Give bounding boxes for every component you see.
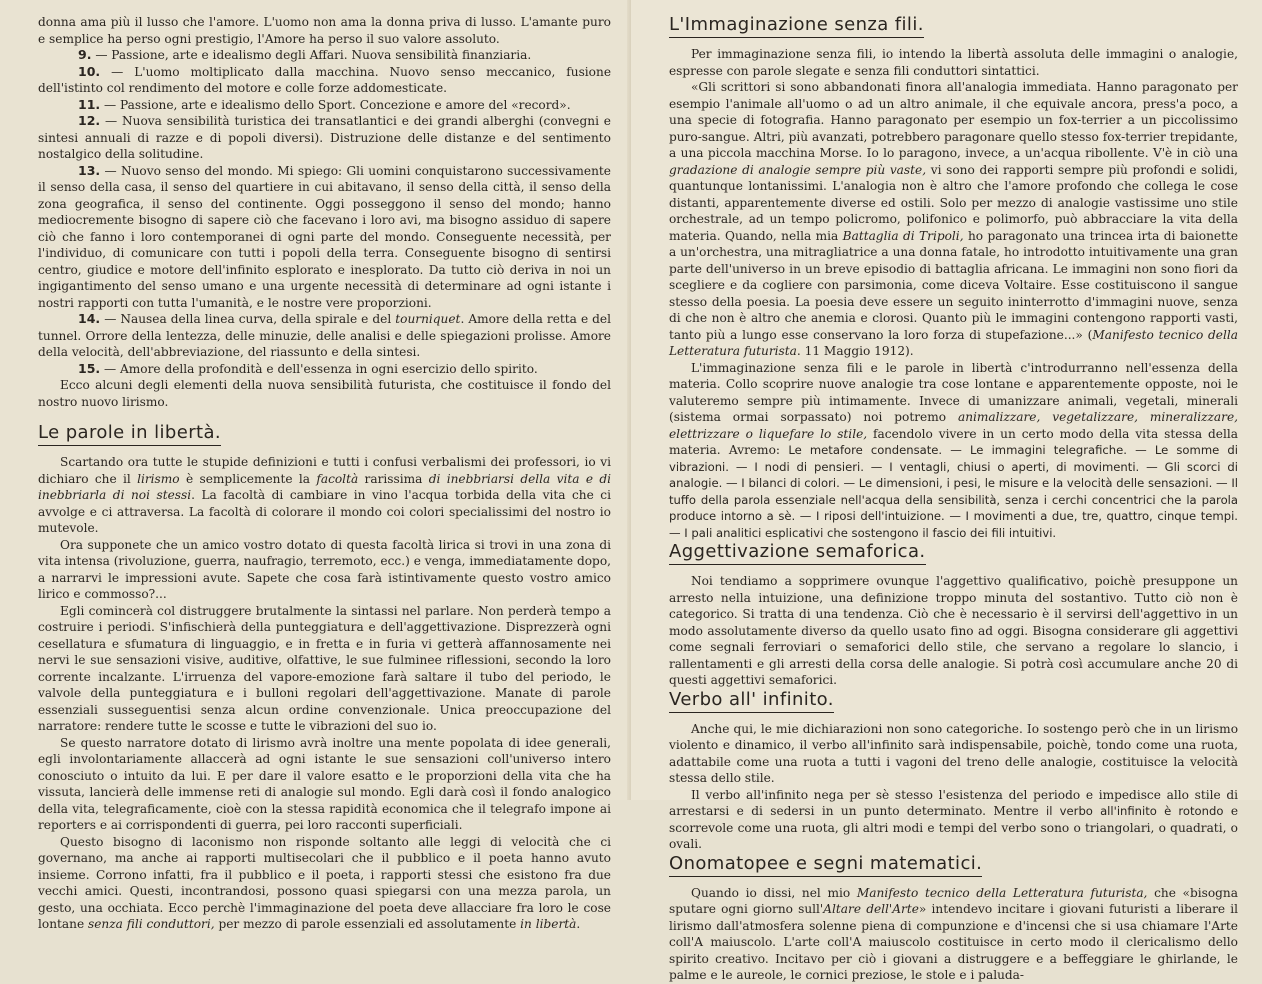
section-heading: Onomatopee e segni matematici. (669, 853, 982, 877)
paragraph: Anche qui, le mie dichiarazioni non sono categoriche. Io sostengo però che in un lirismo violento e dinamico, il verbo all'infinito sarà indispensabile, poichè, tondo come una ruota, adattabile come una ruota a tutti i vagoni del treno delle analogie, costituisce la velocità stessa dello stile. (669, 721, 1238, 785)
paragraph: donna ama più il lusso che l'amore. L'uomo non ama la donna priva di lusso. L'amante puro e semplice ha perso ogni prestigio, l'Amore ha perso il suo valore assoluto. (38, 15, 611, 46)
right-page (631, 0, 1262, 982)
paragraph: Se questo narratore dotato di lirismo avrà inoltre una mente popolata di idee generali, egli involontariamente allaccerà ad ogni istante le sue sensazioni coll'universo intero conosciuto o intuito da lui. E per dare il valore esatto e le proporzioni della vita che ha vissuta, lancierà delle immense reti di analogie sul mondo. Egli darà così il fondo analogico della vita, telegraficamente, cioè con la stessa rapidità economica che il telegrafo impone ai reporters e ai corrispondenti di guerra, pei loro racconti superficiali. (38, 735, 611, 832)
paragraph: Scartando ora tutte le stupide definizioni e tutti i confusi verbalismi dei professori, io vi dichiaro che il lirismo è semplicemente la facoltà rarissima di inebbriarsi della vita e di inebbriarla di noi stessi. La facoltà di cambiare in vino l'acqua torbida della vita che ci avvolge e ci attraversa. La facoltà di colorare il mondo coi colori specialissimi del nostro io mutevole. (38, 455, 611, 535)
list-item: 10. — L'uomo moltiplicato dalla macchina. Nuovo senso meccanico, fusione dell'istinto col rendimento del motore e colle forze addomesticate. (38, 63, 612, 95)
left-page (0, 0, 631, 931)
paragraph: Noi tendiamo a sopprimere ovunque l'aggettivo qualificativo, poichè presuppone un arresto nella intuizione, una definizione troppo minuta del sostantivo. Tutto ciò non è categorico. Si tratta di una tendenza. Ciò che è necessario è il servirsi dell'aggettivo in un modo assolutamente diverso da quello usato fino ad oggi. Bisogna considerare gli aggettivi come segnali ferroviari o semaforici dello stile, che servano a regolare lo slancio, i rallentamenti e gli arresti della corsa delle analogie. Si potrà così accumulare anche 20 di questi aggettivi semaforici. (669, 574, 1238, 687)
paragraph: Quando io dissi, nel mio Manifesto tecnico della Letteratura futurista, che «bisogna sputare ogni giorno sull'Altare dell'Arte» intendevo incitare i giovani futuristi a liberare il lirismo dall'atmosfera solenne piena di compunzione e d'incensi che si usa chiamare l'Arte coll'A maiuscolo. L'arte coll'A maiuscolo costituisce in certo modo il clericalismo dello spirito creativo. Incitavo per ciò i giovani a distruggere e a beffeggiare le ghirlande, le palme e le aureole, le cornici preziose, le stole e i paluda- (669, 885, 1238, 982)
list-item: 15. — Amore della profondità e dell'essenza in ogni esercizio dello spirito. (78, 360, 538, 376)
list-item: 11. — Passione, arte e idealismo dello Sport. Concezione e amore del «record». (78, 96, 571, 112)
paragraph: L'immaginazione senza fili e le parole in libertà c'introdurranno nell'essenza della materia. Collo scoprire nuove analogie tra cose lontane e apparentemente opposte, noi le valuteremo sempre più intimamente. Invece di umanizzare animali, vegetali, minerali (sistema ormai sorpassato) noi potremo animalizzare, vegetalizzare, mineralizzare, elettrizzare o liquefare lo stile, facendolo vivere in un certo modo della vita stessa della materia. Avremo: Le metafore condensate. — Le immagini telegrafiche. — Le somme di vibrazioni. — I nodi di pensieri. — I ventagli, chiusi o aperti, di movimenti. — Gli scorci di analogie. — I bilanci di colori. — Le dimensioni, i pesi, le misure e la velocità delle sensazioni. — Il tuffo della parola essenziale nell'acqua della sensibilità, senza i cerchi concentrici che la parola produce intorno a sè. — I riposi dell'intuizione. — I movimenti a due, tre, quattro, cinque tempi. — I pali analitici esplicativi che sostengono il fascio dei fili intuitivi. (669, 360, 1238, 540)
paragraph: Questo bisogno di laconismo non risponde soltanto alle leggi di velocità che ci governano, ma anche ai rapporti multisecolari che il pubblico e il poeta hanno avuto insieme. Corrono infatti, fra il pubblico e il poeta, i rapporti stessi che esistono fra due vecchi amici. Questi, incontrandosi, possono quasi spiegarsi con una mezza parola, un gesto, una occhiata. Ecco perchè l'immaginazione del poeta deve allacciare fra loro le cose lontane senza fili conduttori, per mezzo di parole essenziali ed assolutamente in libertà. (38, 834, 611, 931)
paragraph: «Gli scrittori si sono abbandonati finora all'analogia immediata. Hanno paragonato per esempio l'animale all'uomo o ad un altro animale, il che equivale ancora, press'a poco, a una specie di fotografia. Hanno paragonato per esempio un fox-terrier a un piccolissimo puro-sangue. Altri, più avanzati, potrebbero paragonare quello stesso fox-terrier trepidante, a una piccola macchina Morse. Io lo paragono, invece, a un'acqua ribollente. V'è in ciò una gradazione di analogie sempre più vaste, vi sono dei rapporti sempre più profondi e solidi, quantunque lontanissimi. L'analogia non è altro che l'amore profondo che collega le cose distanti, apparentemente diverse ed ostili. Solo per mezzo di analogie vastissime uno stile orchestrale, ad un tempo policromo, polifonico e polimorfo, può abbracciare la vita della materia. Quando, nella mia Battaglia di Tripoli, ho paragonato una trincea irta di baionette a un'orchestra, una mitragliatrice a una donna fatale, ho introdotto intuitivamente una gran parte dell'universo in un breve episodio di battaglia africana. Le immagini non sono fiori da scegliere e da cogliere con parsimonia, come diceva Voltaire. Esse costituiscono il sangue stesso della poesia. La poesia deve essere un seguito ininterrotto d'immagini nuove, senza di che non è altro che anemia e clorosi. Quanto più le immagini contengono rapporti vasti, tanto più a lungo esse conservano la loro forza di stupefazione...» (Manifesto tecnico della Letteratura futurista. 11 Maggio 1912). (669, 80, 1239, 358)
list-item: 13. — Nuovo senso del mondo. Mi spiego: Gli uomini conquistarono successivamente il senso della casa, il senso del quartiere in cui abitavano, il senso della città, il senso della zona geografica, il senso del continente. Oggi posseggono il senso del mondo; hanno mediocremente bisogno di sapere ciò che facevano i loro avi, ma bisogno assiduo di sapere ciò che fanno i loro contemporanei di ogni parte del mondo. Conseguente necessità, per l'individuo, di comunicare con tutti i popoli della terra. Conseguente bisogno di sentirsi centro, giudice e motore dell'infinito esplorato e inesplorato. Da tutto ciò deriva in noi un ingigantimento del senso umano e una urgente necessità di determinare ad ogni istante i nostri rapporti con tutta l'umanità, e le nostre vere proporzioni. (38, 162, 611, 310)
list-item: 9. — Passione, arte e idealismo degli Affari. Nuova sensibilità finanziaria. (78, 47, 532, 62)
section-heading: L'Immaginazione senza fili. (669, 14, 924, 38)
paragraph: Egli comincerà col distruggere brutalmente la sintassi nel parlare. Non perderà tempo a costruire i periodi. S'infischierà della punteggiatura e dell'aggettivazione. Disprezzerà ogni cesellatura e sfumatura di linguaggio, e in fretta e in furia vi getterà affannosamente nei nervi le sue sensazioni visive, auditive, olfattive, le sue fulminee riflessioni, secondo la loro corrente incalzante. L'irruenza del vapore-emozione farà saltare il tubo del periodo, le valvole della punteggiatura e i bulloni regolari dell'aggettivazione. Manate di parole essenziali susseguentisi senza alcun ordine convenzionale. Unica preoccupazione del narratore: rendere tutte le scosse e tutte le vibrazioni del suo io. (38, 603, 611, 733)
paragraph: Ecco alcuni degli elementi della nuova sensibilità futurista, che costituisce il fondo del nostro nuovo lirismo. (38, 378, 611, 409)
list-item: 14. — Nausea della linea curva, della spirale e del tourniquet. Amore della retta e del tunnel. Orrore della lentezza, delle minuzie, delle analisi e delle spiegazioni prolisse. Amore della velocità, dell'abbreviazione, del riassunto e della sintesi. (38, 311, 611, 359)
paragraph: Per immaginazione senza fili, io intendo la libertà assoluta delle immagini o analogie, espresse con parole slegate e senza fili conduttori sintattici. (669, 47, 1238, 78)
section-heading: Aggettivazione semaforica. (669, 541, 926, 565)
section-heading: Le parole in libertà. (38, 422, 221, 446)
paragraph: Il verbo all'infinito nega per sè stesso l'esistenza del periodo e impedisce allo stile di arrestarsi e di sedersi in un punto determinato. Mentre il verbo all'infinito è rotondo e scorrevole come una ruota, gli altri modi e tempi del verbo sono o triangolari, o quadrati, o ovali. (669, 787, 1239, 851)
list-item: 12. — Nuova sensibilità turistica dei transatlantici e dei grandi alberghi (convegni e sintesi annuali di razze e di popoli diversi). Distruzione delle distanze e del sentimento nostalgico della solitudine. (38, 113, 611, 161)
paragraph: Ora supponete che un amico vostro dotato di questa facoltà lirica si trovi in una zona di vita intensa (rivoluzione, guerra, naufragio, terremoto, ecc.) e venga, immediatamente dopo, a narrarvi le impressioni avute. Sapete che cosa farà istintivamente questo vostro amico lirico e commosso?... (38, 537, 611, 601)
section-heading: Verbo all' infinito. (669, 689, 834, 713)
